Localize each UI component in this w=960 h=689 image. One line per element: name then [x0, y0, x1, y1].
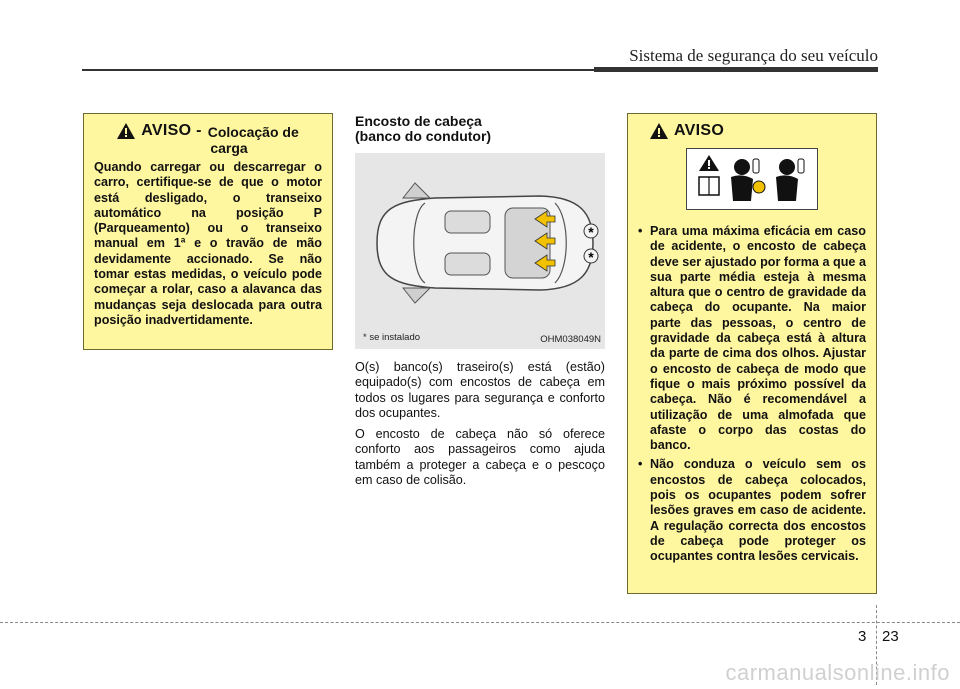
svg-text:*: *	[588, 249, 594, 265]
list-item: • Não conduza o veículo sem os encostos de cabeça colocados, pois os ocupantes podem sofrer lesões graves em caso de acidente. A regulação correcta dos encostos de cabeça pode proteger os ocupantes contra lesões cervicais.	[638, 457, 866, 564]
occupant-headrest-icon	[776, 159, 804, 201]
warning-label: AVISO	[674, 122, 725, 139]
occupant-headrest-icon	[731, 159, 765, 201]
car-headrest-figure	[355, 153, 605, 349]
car-top-view-illustration	[355, 153, 605, 328]
warning-box-headrest	[627, 113, 877, 594]
warning-label: AVISO -	[141, 122, 202, 139]
warning-triangle-icon	[650, 123, 668, 139]
headrest-arrows	[535, 211, 555, 271]
list-item: • Para uma máxima eficácia em caso de acidente, o encosto de cabeça deve ser ajustado por forma a que a sua parte média esteja à mesma altura que o centro de gravidade da cabeça do ocupante. Na maior parte das pessoas, o centro de gravidade da cabeça está à altura da parte de cima dos olhos. Ajustar o encosto de cabeça de modo que fique o mais próximo possível da cabeça. Não é recomendável a utilização de uma almofada que afaste o corpo das costas do banco.	[638, 224, 866, 453]
section-body	[355, 360, 605, 494]
watermark: carmanualsonline.info	[725, 660, 950, 685]
warning-subtitle: Colocação de	[207, 124, 299, 140]
warning-header	[94, 122, 322, 140]
warning-header	[638, 122, 866, 140]
paragraph: O(s) banco(s) traseiro(s) está (estão) equipado(s) com encostos de cabeça em todos os lugares para segurança e conforto dos ocupantes.	[355, 360, 605, 420]
paragraph: O encosto de cabeça não só oferece conforto aos passageiros como ajuda também a proteger a cabeça e o pescoço em caso de colisão.	[355, 427, 605, 488]
header-title: Sistema de segurança do seu veículo	[629, 46, 878, 65]
car-body	[377, 183, 593, 303]
section-title	[355, 114, 605, 144]
warning-box-cargo	[83, 113, 333, 350]
section-title-line2: (banco do condutor)	[355, 128, 492, 144]
warning-subtitle-line2: carga	[210, 140, 248, 156]
svg-text:*: *	[588, 224, 594, 240]
footer-rule	[0, 622, 960, 623]
chapter-number: 3	[858, 628, 867, 645]
headrest-warning-pictogram	[686, 148, 818, 210]
page-number: 23	[882, 628, 899, 645]
warning-bullets	[638, 224, 866, 565]
warning-triangle-icon	[117, 123, 135, 139]
section-title-line1: Encosto de cabeça	[355, 113, 482, 129]
header-rule-thick	[594, 67, 878, 72]
figure-note: * se instalado	[363, 332, 421, 343]
figure-code: OHM038049N	[540, 334, 601, 345]
warning-text: Quando carregar ou descarregar o carro, certifique-se de que o motor está desligado, o transeixo automático na posição P (Parqueamento) ou o transeixo manual em 1ª e o travão de mão devidamente accionado. Se não tomar estas medidas, o veículo pode começar a rolar, caso a alavanca das mudanças seja deslocada para outra posição inadvertidamente.	[94, 160, 322, 327]
